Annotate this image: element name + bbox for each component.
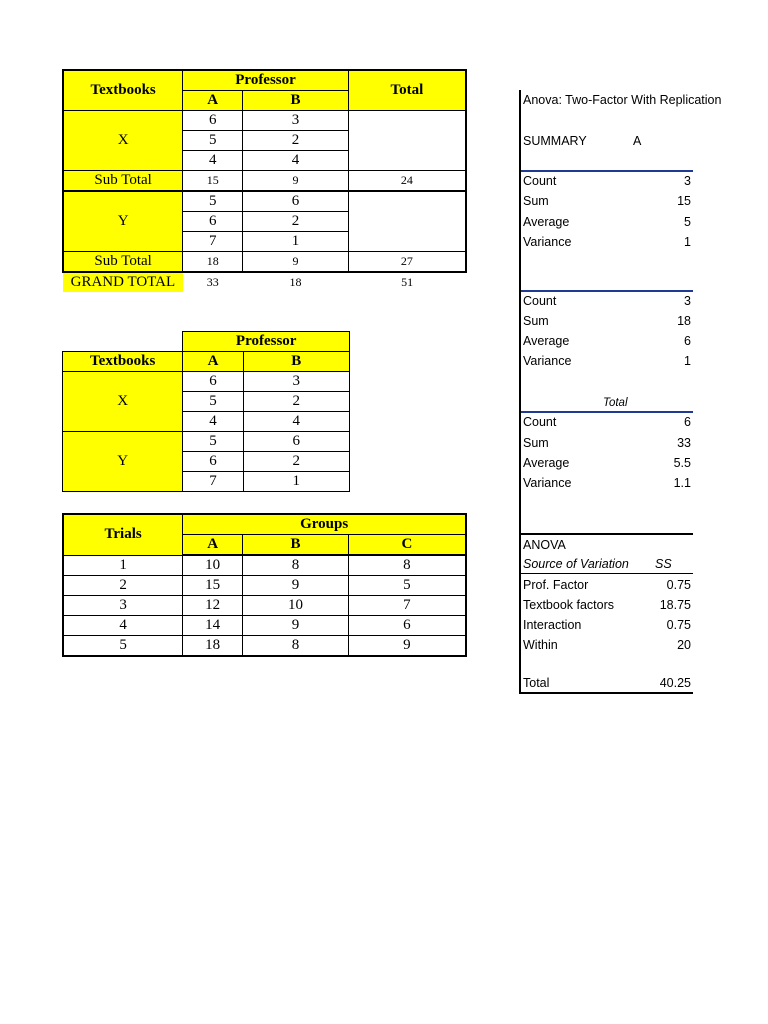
cell: 9 <box>243 171 349 192</box>
ss-value: 18.75 <box>659 598 691 612</box>
cell: 14 <box>183 616 243 636</box>
stat-label: Average <box>523 215 570 229</box>
cell: 18 <box>183 636 243 657</box>
professor-header: Professor <box>183 332 350 352</box>
stat-label: Average <box>523 456 570 470</box>
cell: 9 <box>243 252 349 273</box>
stat-label: Count <box>523 294 557 308</box>
cell: 4 <box>243 151 349 171</box>
cell: 15 <box>183 576 243 596</box>
cell: 27 <box>348 252 466 273</box>
source-label: Interaction <box>523 618 582 632</box>
subtotal-label: Sub Total <box>63 252 183 273</box>
stat-row <box>523 454 691 472</box>
subtotal-row <box>63 252 466 273</box>
stat-row <box>523 233 691 251</box>
cell: 1 <box>63 555 183 576</box>
professor-header: Professor <box>183 70 349 91</box>
table-row <box>63 576 466 596</box>
cell: 5 <box>183 191 243 212</box>
stat-label: Sum <box>523 436 549 450</box>
total-row <box>523 674 691 692</box>
cell: 8 <box>243 636 349 657</box>
stat-label: Sum <box>523 314 549 328</box>
stat-row <box>523 172 691 190</box>
cell: 8 <box>243 555 349 576</box>
cell: 5 <box>183 131 243 151</box>
stat-value: 6 <box>684 334 691 348</box>
divider <box>521 692 693 694</box>
stat-label: Variance <box>523 476 572 490</box>
source-label: Within <box>523 638 558 652</box>
stat-value: 6 <box>684 415 691 429</box>
cell: 9 <box>243 616 349 636</box>
cell: 3 <box>63 596 183 616</box>
stat-row <box>523 352 691 370</box>
group-x-label: X <box>63 372 183 432</box>
cell: 5 <box>183 432 243 452</box>
subtotal-label: Sub Total <box>63 171 183 192</box>
stat-value: 1.1 <box>673 476 691 490</box>
total-row-value: 40.25 <box>659 676 691 690</box>
table-row <box>63 432 350 452</box>
stat-value: 5.5 <box>673 456 691 470</box>
stat-label: Count <box>523 415 557 429</box>
stat-row <box>523 413 691 431</box>
cell: 9 <box>243 576 349 596</box>
cell: 6 <box>243 191 349 212</box>
col-b-header: B <box>243 535 349 556</box>
stat-row <box>523 312 691 330</box>
cell: 15 <box>183 171 243 192</box>
stat-value: 1 <box>684 235 691 249</box>
ss-value: 0.75 <box>666 618 691 632</box>
cell: 12 <box>183 596 243 616</box>
cell: 1 <box>243 232 349 252</box>
cell: 5 <box>183 392 243 412</box>
cell: 51 <box>401 275 414 289</box>
table-trials-groups <box>62 513 467 657</box>
table-row <box>63 616 466 636</box>
divider <box>521 573 693 574</box>
stat-value: 5 <box>684 215 691 229</box>
anova-header-row <box>523 555 691 573</box>
col-a-header: A <box>183 352 243 372</box>
divider <box>521 533 693 535</box>
cell-empty <box>348 111 466 171</box>
stat-value: 3 <box>684 174 691 188</box>
cell: 18 <box>289 275 302 289</box>
table-professor-textbooks-totals <box>62 69 467 292</box>
cell: 9 <box>348 636 466 657</box>
stat-row <box>523 192 691 210</box>
cell: 2 <box>243 392 349 412</box>
source-row <box>523 616 691 634</box>
cell: 6 <box>183 212 243 232</box>
stat-row <box>523 474 691 492</box>
cell: 3 <box>243 372 349 392</box>
group-y-label: Y <box>63 191 183 252</box>
stat-value: 1 <box>684 354 691 368</box>
table-row <box>63 555 466 576</box>
blank-corner <box>63 332 183 352</box>
anova-title: Anova: Two-Factor With Replication <box>523 93 722 107</box>
total-header: Total <box>348 70 466 111</box>
cell: 8 <box>348 555 466 576</box>
source-label: Textbook factors <box>523 598 615 612</box>
cell: 4 <box>63 616 183 636</box>
cell: 5 <box>63 636 183 657</box>
group-y-label: Y <box>63 432 183 492</box>
ss-value: 20 <box>677 638 691 652</box>
cell: 6 <box>183 372 243 392</box>
cell: 2 <box>243 452 349 472</box>
summary-header-row <box>523 132 691 150</box>
source-row <box>523 636 691 654</box>
total-row-label: Total <box>523 676 550 690</box>
cell: 7 <box>183 232 243 252</box>
ss-header: SS <box>655 557 672 571</box>
cell: 7 <box>348 596 466 616</box>
textbooks-header: Textbooks <box>63 352 183 372</box>
total-label: Total <box>603 397 628 409</box>
source-label: Prof. Factor <box>523 578 589 592</box>
stat-label: Variance <box>523 354 572 368</box>
source-of-variation-header: Source of Variation <box>523 557 629 571</box>
cell: 4 <box>183 412 243 432</box>
stat-value: 15 <box>677 194 691 208</box>
stat-label: Sum <box>523 194 549 208</box>
cell: 10 <box>183 555 243 576</box>
table-row <box>63 372 350 392</box>
cell: 2 <box>243 131 349 151</box>
col-c-header: C <box>348 535 466 556</box>
summary-col-a: A <box>633 134 642 148</box>
anova-label: ANOVA <box>523 538 566 552</box>
trials-header: Trials <box>63 514 183 555</box>
cell: 4 <box>183 151 243 171</box>
cell: 7 <box>183 472 243 492</box>
cell: 18 <box>183 252 243 273</box>
table-professor-textbooks <box>62 331 350 492</box>
cell: 6 <box>348 616 466 636</box>
stat-label: Count <box>523 174 557 188</box>
stat-row <box>523 213 691 231</box>
cell: 5 <box>348 576 466 596</box>
groups-header: Groups <box>183 514 466 535</box>
stat-label: Variance <box>523 235 572 249</box>
cell: 10 <box>243 596 349 616</box>
cell: 4 <box>243 412 349 432</box>
stat-row <box>523 434 691 452</box>
cell: 2 <box>63 576 183 596</box>
source-row <box>523 596 691 614</box>
cell: 33 <box>206 275 219 289</box>
cell: 2 <box>243 212 349 232</box>
stat-value: 18 <box>677 314 691 328</box>
cell: 1 <box>243 472 349 492</box>
table-row <box>63 111 466 131</box>
grand-total-row <box>63 272 466 292</box>
group-x-label: X <box>63 111 183 171</box>
col-b-header: B <box>243 91 349 111</box>
total-header-row <box>523 394 691 412</box>
table-row <box>63 596 466 616</box>
col-a-header: A <box>183 91 243 111</box>
textbooks-header: Textbooks <box>63 70 183 111</box>
ss-value: 0.75 <box>666 578 691 592</box>
stat-value: 3 <box>684 294 691 308</box>
cell: 6 <box>183 111 243 131</box>
stat-row <box>523 292 691 310</box>
cell: 24 <box>348 171 466 192</box>
cell: 3 <box>243 111 349 131</box>
stat-row <box>523 332 691 350</box>
cell-empty <box>348 191 466 252</box>
col-b-header: B <box>243 352 349 372</box>
anova-title-row <box>523 91 722 109</box>
col-a-header: A <box>183 535 243 556</box>
anova-label-row <box>523 536 691 554</box>
cell: 6 <box>243 432 349 452</box>
grand-total-label: GRAND TOTAL <box>63 272 183 292</box>
stat-value: 33 <box>677 436 691 450</box>
subtotal-row <box>63 171 466 192</box>
source-row <box>523 576 691 594</box>
stat-label: Average <box>523 334 570 348</box>
table-row <box>63 636 466 657</box>
anova-output-panel <box>519 90 722 694</box>
cell: 6 <box>183 452 243 472</box>
summary-label: SUMMARY <box>523 134 587 148</box>
table-row <box>63 191 466 212</box>
